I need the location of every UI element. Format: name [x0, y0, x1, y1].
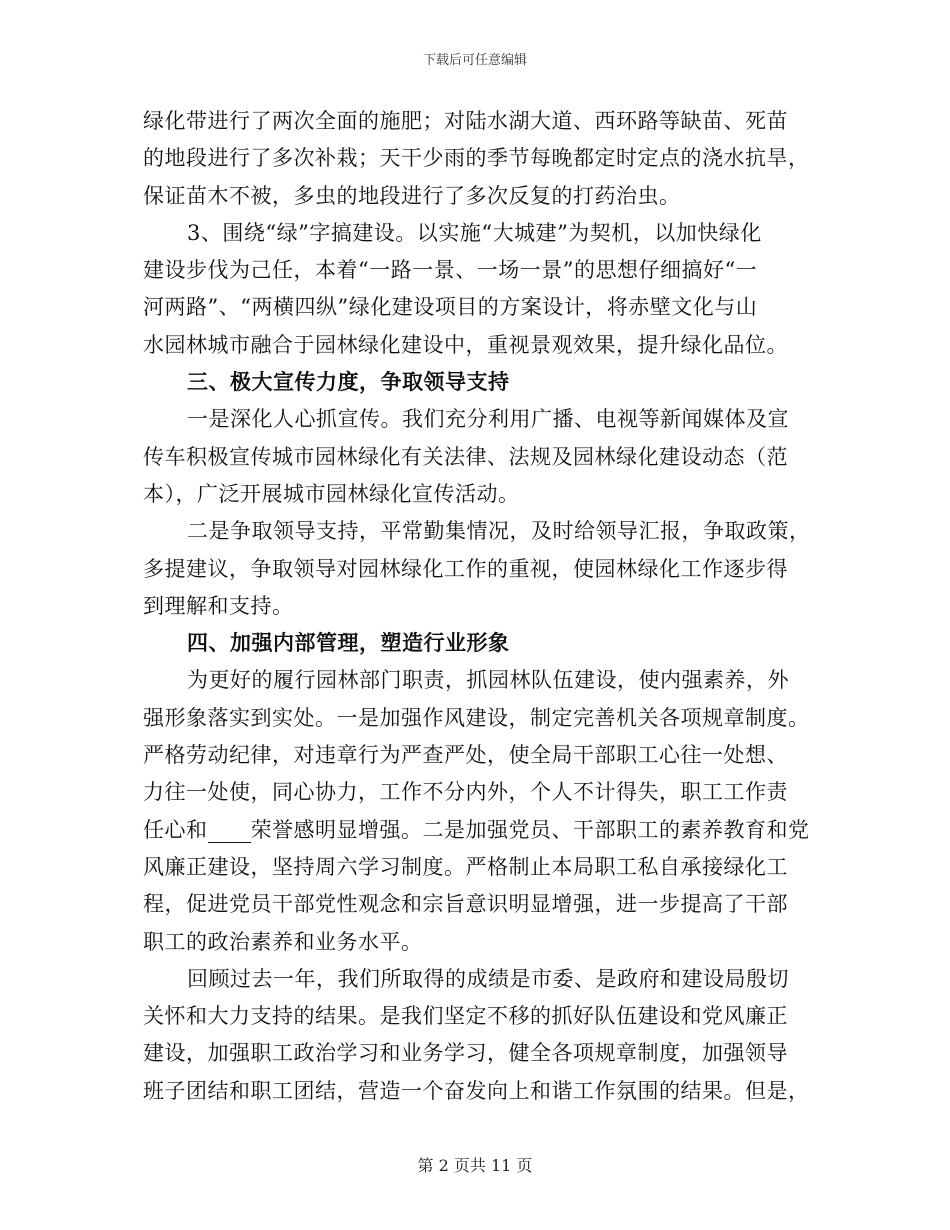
text-line: 绿化带进行了两次全面的施肥；对陆水湖大道、西环路等缺苗、死苗	[143, 109, 788, 133]
fill-in-blank	[208, 818, 251, 843]
text-segment: 任心和	[143, 817, 208, 842]
paragraph-start: 3、围绕“绿”字搞建设。以实施“大城建”为契机，以加快绿化	[187, 220, 762, 245]
section-heading: 四、加强内部管理，塑造行业形象	[187, 631, 510, 656]
text-line: 河两路”、“两横四纵”绿化建设项目的方案设计，将赤壁文化与山	[143, 295, 758, 320]
paragraph-start: 二是争取领导支持，平常勤集情况，及时给领导汇报，争取政策，	[187, 519, 811, 544]
text-line: 职工的政治素养和业务水平。	[143, 929, 423, 954]
text-line: 风廉正建设，坚持周六学习制度。严格制止本局职工私自承接绿化工	[143, 854, 788, 879]
text-segment: 荣誉感明显增强。二是加强党员、干部职工的素养教育和党	[250, 817, 810, 842]
text-line: 本），广泛开展城市园林绿化宣传活动。	[143, 481, 520, 506]
text-line: 保证苗木不被，多虫的地段进行了多次反复的打药治虫。	[143, 183, 681, 208]
paragraph-start: 回顾过去一年，我们所取得的成绩是市委、是政府和建设局殷切	[187, 966, 789, 991]
page-number: 第 2 页共 11 页	[417, 1156, 533, 1175]
text-line: 力往一处使，同心协力，工作不分内外，个人不计得失，职工工作责	[143, 780, 788, 805]
page-header: 下载后可任意编辑	[422, 53, 527, 68]
text-line: 严格劳动纪律，对违章行为严查严处，使全局干部职工心往一处想、	[143, 743, 788, 768]
text-line: 强形象落实到实处。一是加强作风建设，制定完善机关各项规章制度。	[143, 705, 810, 730]
text-line: 到理解和支持。	[143, 593, 294, 618]
text-line: 多提建议，争取领导对园林绿化工作的重视，使园林绿化工作逐步得	[143, 556, 788, 581]
paragraph-start: 为更好的履行园林部门职责，抓园林队伍建设，使内强素养，外	[187, 668, 789, 693]
text-line: 的地段进行了多次补栽；天干少雨的季节每晚都定时定点的浇水抗旱，	[143, 146, 810, 171]
section-heading: 三、极大宣传力度，争取领导支持	[187, 370, 510, 395]
text-line: 传车积极宣传城市园林绿化有关法律、法规及园林绿化建设动态（范	[143, 444, 788, 469]
text-line: 班子团结和职工团结，营造一个奋发向上和谐工作氛围的结果。但是，	[143, 1078, 810, 1103]
text-line: 建设步伐为己任，本着“一路一景、一场一景”的思想仔细搞好“一	[143, 258, 758, 283]
document-body	[143, 103, 811, 1110]
text-line: 建设，加强职工政治学习和业务学习，健全各项规章制度，加强领导	[143, 1041, 788, 1066]
paragraph-start: 一是深化人心抓宣传。我们充分利用广播、电视等新闻媒体及宣	[187, 407, 789, 432]
text-line: 关怀和大力支持的结果。是我们坚定不移的抓好队伍建设和党风廉正	[143, 1004, 788, 1029]
text-line: 程，促进党员干部党性观念和宗旨意识明显增强，进一步提高了干部	[143, 892, 788, 917]
text-line	[143, 812, 808, 849]
text-line: 水园林城市融合于园林绿化建设中，重视景观效果，提升绿化品位。	[143, 332, 788, 357]
